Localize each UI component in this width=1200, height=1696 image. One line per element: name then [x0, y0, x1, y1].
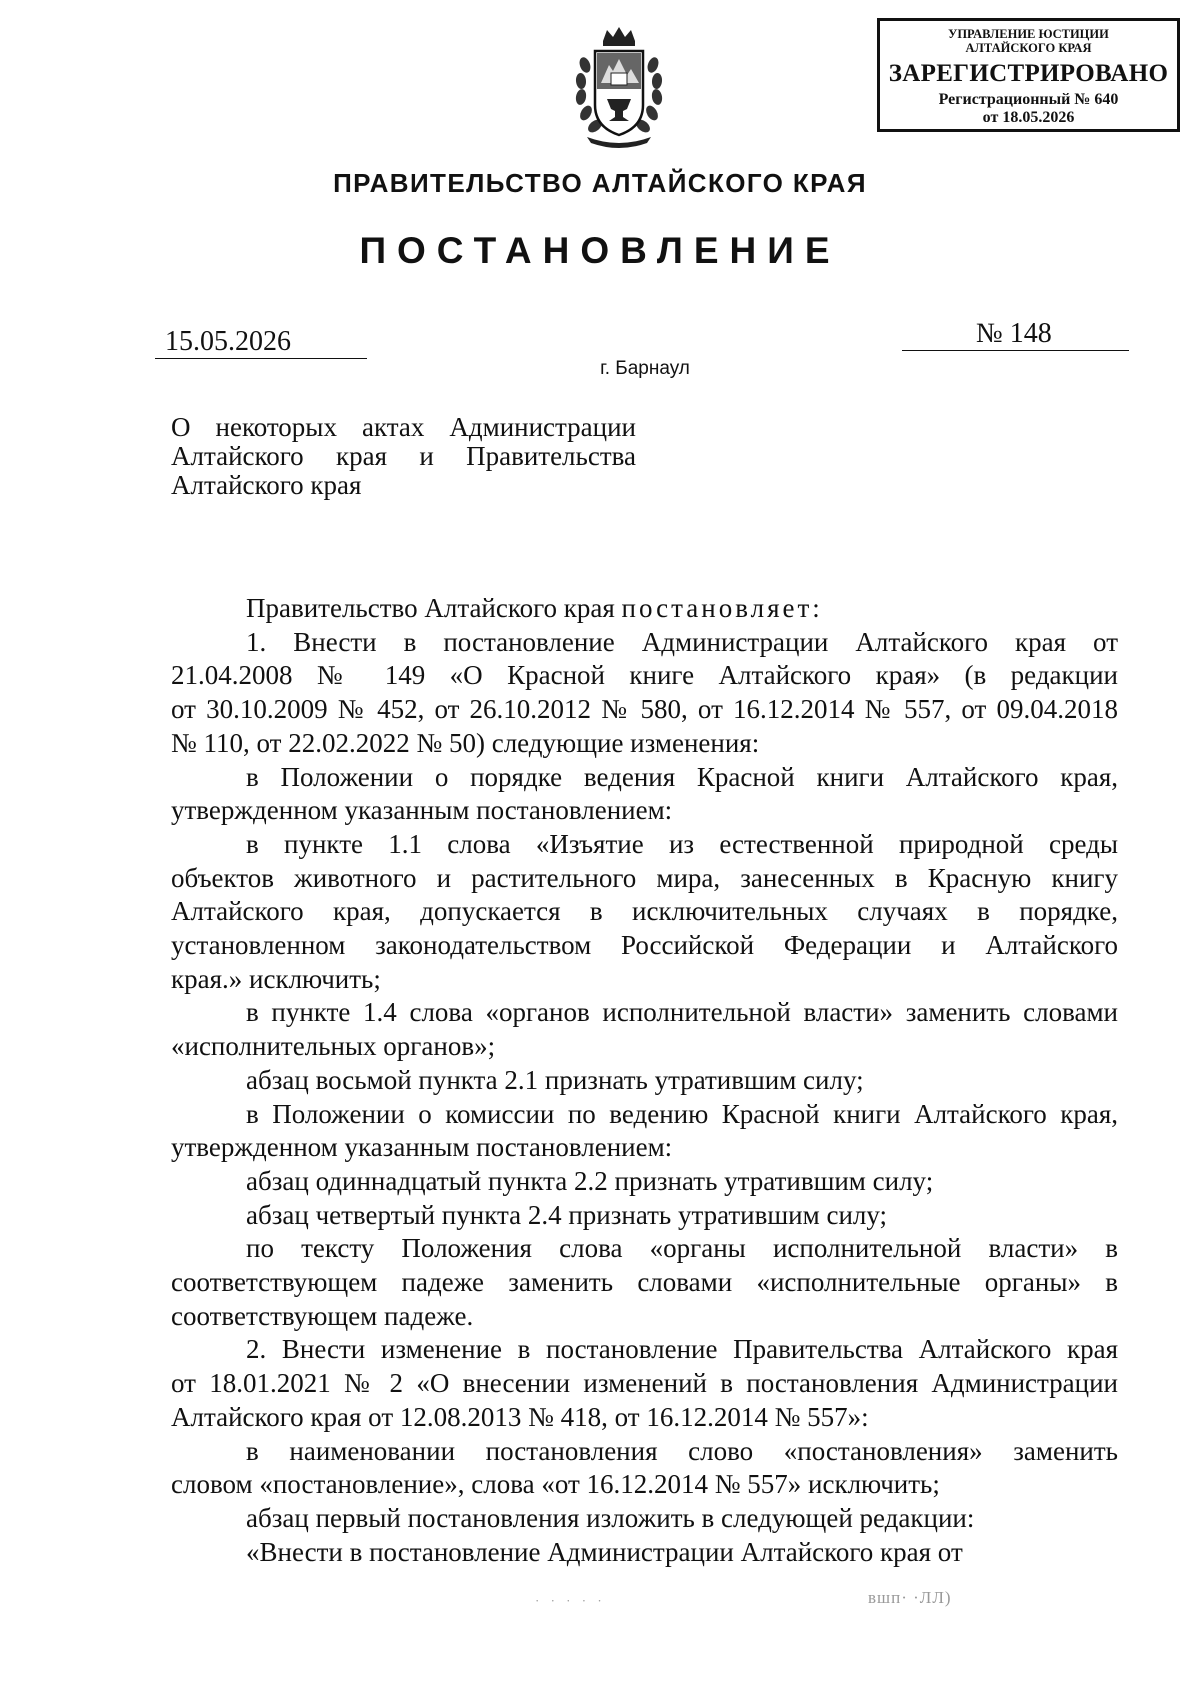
- government-name: ПРАВИТЕЛЬСТВО АЛТАЙСКОГО КРАЯ: [333, 168, 867, 198]
- body-line: абзац одиннадцатый пункта 2.2 признать утратившим силу;: [246, 1165, 934, 1196]
- body-paragraph: [171, 626, 1118, 761]
- body-line: абзац первый постановления изложить в следующей редакции:: [246, 1502, 975, 1533]
- document-number: № 148: [976, 318, 1052, 349]
- body-paragraph: [171, 761, 1118, 828]
- document-type-title: ПОСТАНОВЛЕНИЕ: [359, 230, 841, 271]
- document-city: г. Барнаул: [600, 358, 690, 379]
- body-paragraph: [171, 1098, 1118, 1165]
- document-subject: [171, 413, 636, 500]
- scan-artifact: вшп· ·ЛЛ): [868, 1588, 952, 1607]
- body-paragraph: [171, 828, 1118, 997]
- body-line: утвержденном указанным постановлением:: [171, 795, 673, 826]
- registration-stamp: [877, 18, 1180, 132]
- body-paragraph: [171, 1064, 1118, 1098]
- body-paragraph: [171, 1232, 1118, 1333]
- body-paragraph: [171, 1502, 1118, 1536]
- body-line: утвержденном указанным постановлением:: [171, 1132, 673, 1163]
- body-line: 21.04.2008 № 149 «О Красной книге Алтайского края» (в редакции: [171, 660, 1118, 691]
- body-line: в пункте 1.4 слова «органов исполнительной власти» заменить словами: [246, 997, 1118, 1028]
- stamp-authority-line2: АЛТАЙСКОГО КРАЯ: [965, 40, 1092, 55]
- stamp-authority-line1: УПРАВЛЕНИЕ ЮСТИЦИИ: [948, 27, 1109, 41]
- subject-line: О некоторых актах Администрации: [171, 412, 636, 442]
- body-line: объектов животного и растительного мира, занесенных в Красную книгу: [171, 862, 1118, 893]
- body-line: в наименовании постановления слово «постановления» заменить: [246, 1435, 1118, 1466]
- body-line: абзац восьмой пункта 2.1 признать утратившим силу;: [246, 1064, 864, 1095]
- body-line: установленном законодательством Российской Федерации и Алтайского: [171, 930, 1118, 961]
- scan-artifact: · · · · ·: [535, 1593, 606, 1608]
- body-paragraph: [171, 1333, 1118, 1434]
- body-line: от 18.01.2021 № 2 «О внесении изменений в постановления Администрации: [171, 1368, 1118, 1399]
- body-line: «Внести в постановление Администрации Алтайского края от: [246, 1536, 963, 1567]
- body-line: в Положении о комиссии по ведению Красной книги Алтайского края,: [246, 1098, 1118, 1129]
- body-paragraph: [171, 1536, 1118, 1570]
- intro-verb: постановляет:: [621, 593, 823, 623]
- body-paragraph: [171, 996, 1118, 1063]
- body-line: Алтайского края, допускается в исключительных случаях в порядке,: [171, 896, 1118, 927]
- stamp-status: ЗАРЕГИСТРИРОВАНО: [888, 60, 1169, 87]
- body-line: соответствующем падеже.: [171, 1300, 474, 1331]
- body-line: края.» исключить;: [171, 963, 381, 994]
- body-line: абзац четвертый пункта 2.4 признать утратившим силу;: [246, 1199, 888, 1230]
- body-paragraph: [171, 1165, 1118, 1199]
- body-paragraph: [171, 1435, 1118, 1502]
- body-line: в пункте 1.1 слова «Изъятие из естественной природной среды: [246, 828, 1118, 859]
- document-body: [171, 592, 1118, 1569]
- body-line: по тексту Положения слова «органы исполнительной власти» в: [246, 1233, 1118, 1264]
- body-line: соответствующем падеже заменить словами «исполнительные органы» в: [171, 1267, 1118, 1298]
- body-line: 1. Внести в постановление Администрации Алтайского края от: [246, 626, 1118, 657]
- body-paragraph: [171, 1199, 1118, 1233]
- intro-text: Правительство Алтайского края: [246, 593, 615, 623]
- subject-line: Алтайского края и Правительства: [171, 441, 636, 471]
- stamp-reg-number: Регистрационный № 640: [938, 91, 1119, 108]
- coat-of-arms-icon: [573, 25, 665, 149]
- stamp-reg-date: от 18.05.2026: [982, 109, 1075, 126]
- document-date: 15.05.2026: [165, 326, 291, 357]
- number-underline: [902, 350, 1129, 351]
- body-line: Алтайского края от 12.08.2013 № 418, от 16.12.2014 № 557»:: [171, 1401, 869, 1432]
- body-paragraphs: [171, 626, 1118, 1570]
- body-line: от 30.10.2009 № 452, от 26.10.2012 № 580, от 16.12.2014 № 557, от 09.04.2018: [171, 694, 1118, 725]
- intro-paragraph: [171, 592, 1118, 626]
- body-line: словом «постановление», слова «от 16.12.2014 № 557» исключить;: [171, 1469, 940, 1500]
- subject-line: Алтайского края: [171, 470, 362, 500]
- body-line: 2. Внести изменение в постановление Правительства Алтайского края: [246, 1334, 1118, 1365]
- body-line: «исполнительных органов»;: [171, 1031, 496, 1062]
- body-line: № 110, от 22.02.2022 № 50) следующие изменения:: [171, 727, 760, 758]
- body-line: в Положении о порядке ведения Красной книги Алтайского края,: [246, 761, 1118, 792]
